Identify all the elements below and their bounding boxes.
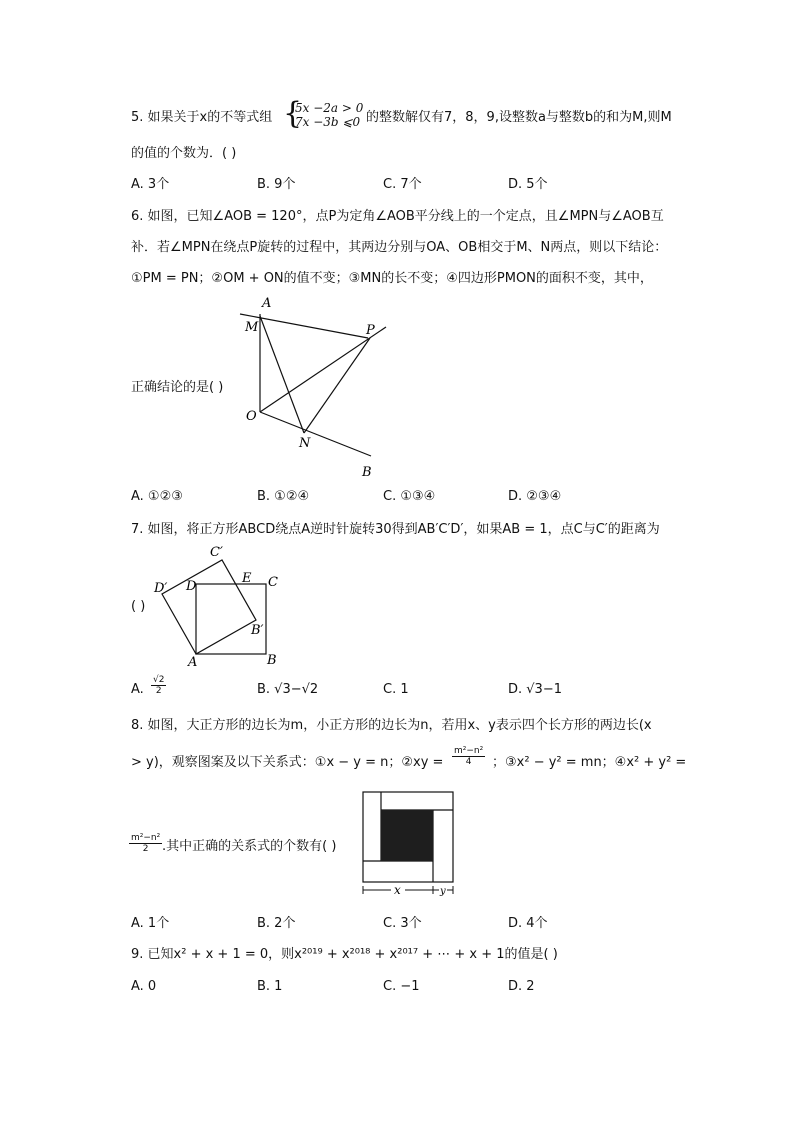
bisector-op: [260, 327, 386, 412]
q5-option-a[interactable]: A. 3个: [131, 177, 170, 192]
label-d-prime: D′: [154, 581, 168, 596]
q8-fraction-2: [129, 833, 162, 854]
q8-option-a[interactable]: A. 1个: [131, 916, 170, 931]
q8-fraction-1: [452, 746, 485, 767]
q7-stem-line2: ( ): [131, 599, 146, 614]
line-ob: [260, 412, 371, 456]
label-c: C: [268, 575, 278, 590]
q6-stem-line4: 正确结论的是( ): [131, 380, 224, 395]
q9-option-d[interactable]: D. 2: [508, 979, 535, 994]
q8-figure: [357, 788, 462, 898]
line-mn: [260, 316, 304, 433]
q9-option-c[interactable]: C. −1: [383, 979, 420, 994]
q9-option-b[interactable]: B. 1: [257, 979, 283, 994]
label-a: A: [188, 655, 198, 670]
label-a: A: [262, 296, 272, 311]
fraction-numerator: m²−n²: [454, 746, 484, 756]
label-y: y: [440, 886, 446, 897]
q7-option-a[interactable]: A.: [131, 682, 144, 697]
q7-stem-line1: 7. 如图，将正方形ABCD绕点A逆时针旋转30得到AB′C′D′，如果AB = 1，点C与C′的距离为: [131, 522, 660, 537]
q6-stem-line3: ①PM = PN；②OM + ON的值不变；③MN的长不变；④四边形PMON的面积不变，其中，: [131, 271, 653, 286]
q6-option-a[interactable]: A. ①②③: [131, 489, 183, 504]
q6-figure: [236, 294, 396, 484]
q8-stem-line2-end: ；③x² − y² = mn；④x² + y² =: [492, 755, 687, 770]
q5-stem-end: 的整数解仅有7，8，9,设整数a与整数b的和为M,则M: [366, 110, 672, 125]
label-b: B: [267, 653, 277, 668]
label-b: B: [362, 465, 372, 480]
system-brace-icon: {: [283, 96, 303, 131]
q9-stem: 9. 已知x² + x + 1 = 0，则x²⁰¹⁹ + x²⁰¹⁸ + x²⁰¹⁷ + ⋯ + x + 1的值是( ): [131, 947, 558, 962]
q6-option-c[interactable]: C. ①③④: [383, 489, 436, 504]
q8-stem-line1: 8. 如图，大正方形的边长为m，小正方形的边长为n，若用x、y表示四个长方形的两边长(x: [131, 718, 652, 733]
line-pn: [304, 338, 370, 433]
center-square-shaded: [381, 810, 433, 861]
q6-option-d[interactable]: D. ②③④: [508, 489, 562, 504]
fraction-denominator: 2: [142, 844, 149, 854]
label-p: P: [366, 323, 375, 338]
q6-stem-line2: 补．若∠MPN在绕点P旋转的过程中，其两边分别与OA、OB相交于M、N两点，则以下结论：: [131, 240, 668, 255]
q5-option-c[interactable]: C. 7个: [383, 177, 422, 192]
fraction-numerator: √2: [153, 675, 165, 685]
fraction-numerator: m²−n²: [131, 833, 161, 843]
q5-stem-line2: 的值的个数为．( ): [131, 146, 237, 161]
q6-option-b[interactable]: B. ①②④: [257, 489, 310, 504]
line-mp: [240, 314, 368, 338]
label-d: D: [186, 579, 197, 594]
q6-stem-line1: 6. 如图，已知∠AOB = 120°，点P为定角∠AOB平分线上的一个定点，且∠MPN与∠AOB互: [131, 209, 664, 224]
q8-option-b[interactable]: B. 2个: [257, 916, 296, 931]
q5-stem-start: 5. 如果关于x的不等式组: [131, 110, 273, 125]
label-n: N: [299, 436, 311, 451]
q8-stem-line3: .其中正确的关系式的个数有( ): [162, 839, 337, 854]
q9-option-a[interactable]: A. 0: [131, 979, 157, 994]
q5-option-b[interactable]: B. 9个: [257, 177, 296, 192]
q7-figure: [150, 542, 290, 670]
fraction-denominator: 2: [155, 686, 162, 696]
q8-option-c[interactable]: C. 3个: [383, 916, 422, 931]
q8-option-d[interactable]: D. 4个: [508, 916, 548, 931]
label-x: x: [394, 883, 401, 897]
q5-inequality-2: 7x −3b ⩽0: [295, 115, 361, 129]
label-e: E: [242, 571, 252, 586]
fraction-denominator: 4: [465, 757, 472, 767]
label-c-prime: C′: [210, 545, 223, 560]
label-b-prime: B′: [251, 623, 264, 638]
q5-option-d[interactable]: D. 5个: [508, 177, 548, 192]
label-o: O: [246, 409, 257, 424]
q8-stem-line2: > y)，观察图案及以下关系式：①x − y = n；②xy =: [131, 755, 444, 770]
label-m: M: [245, 320, 259, 335]
q5-inequality-1: 5x −2a > 0: [295, 101, 364, 115]
q7-option-c[interactable]: C. 1: [383, 682, 409, 697]
q7-option-d[interactable]: D. √3−1: [508, 682, 562, 697]
q7-option-b[interactable]: B. √3−√2: [257, 682, 319, 697]
q7-option-a-fraction: [151, 675, 166, 696]
